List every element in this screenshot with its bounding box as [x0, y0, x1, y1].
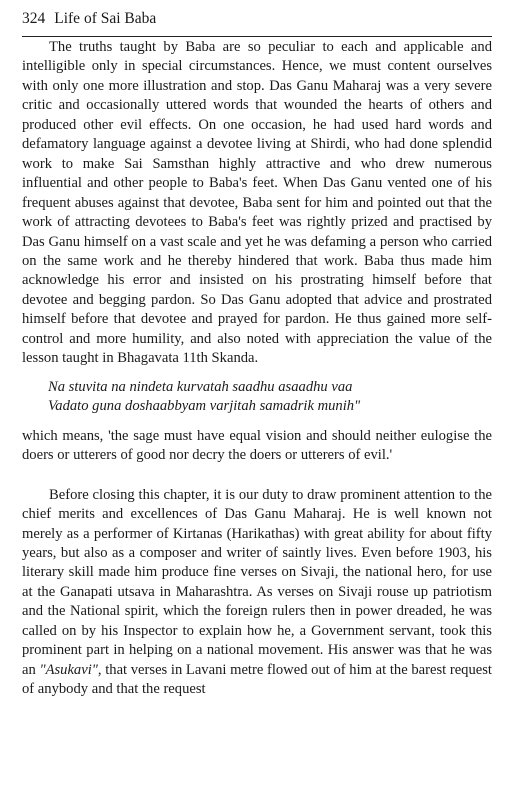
running-title: Life of Sai Baba: [54, 10, 157, 27]
paragraph-das-ganu-merits: [22, 486, 492, 700]
merits-text: Before closing this chapter, it is our duty to draw prominent attention to the chief merits and excellences of Das Ganu Maharaj. He is well known not merely as a performer of Kirtanas (Harikathas) with great ability for about fifty years, but also as a composer and writer of saintly lives. Even before 1903, his literary skill made him produce fine verses on Sivaji, the national hero, for use at the Ganapati utsava in Maharashtra. As verses on Sivaji rouse up patriotism and the National spirit, which the foreign rulers then in power dreaded, he was called on by his Inspector to explain how he, a Government servant, took this prominent part in helping on a national movement. His answer was that he was an: [22, 486, 492, 678]
paragraph-das-ganu-critic: The truths taught by Baba are so peculiar to each and applicable and intelligible only in special circumstances. Hence, we must content ourselves with only one more illustration and stop. Das Ganu Maharaj was a very severe critic and occasionally uttered words that wounded the hearts of others and produced other evil effects. On one occasion, he had used hard words and defamatory language against a devotee living at Shirdi, who had done splendid work to make Sai Samsthan highly attractive and who drew numerous influential and other people to Baba's feet. When Das Ganu vented one of his frequent abuses against that devotee, Baba sent for him and pointed out that the work of attracting devotees to Baba's feet was rightly prized and practised by Das Ganu himself on a vast scale and yet he was defaming a person who carried on the same work and he thereby hindered that work. Baba thus made him acknowledge his error and insisted on his prostrating himself before that devotee and begging pardon. So Das Ganu adopted that advice and prostrated himself before that devotee and prayed for pardon. He thus gained more self-control and more humility, and also noted with appreciation the value of the lesson taught in Bhagavata 11th Skanda.: [22, 39, 492, 367]
page-body: [22, 38, 492, 700]
asukavi-term: "Asukavi": [39, 661, 98, 678]
verse-line: Na stuvita na nindeta kurvatah saadhu asaadhu vaa: [48, 378, 353, 395]
page-header: [22, 4, 492, 37]
sanskrit-verse: [48, 378, 492, 417]
verse-line: Vadato guna doshaabbyam varjitah samadrik munih": [48, 398, 361, 415]
merits-text-continued: , that verses in Lavani metre flowed out of him at the barest request of anybody and that the request: [22, 661, 492, 698]
paragraph-gap: [22, 466, 492, 486]
paragraph-verse-meaning: which means, 'the sage must have equal vision and should neither eulogise the doers or utterers of good nor decry the doers or utterers of evil.': [22, 427, 492, 464]
page-number: 324: [22, 10, 46, 27]
